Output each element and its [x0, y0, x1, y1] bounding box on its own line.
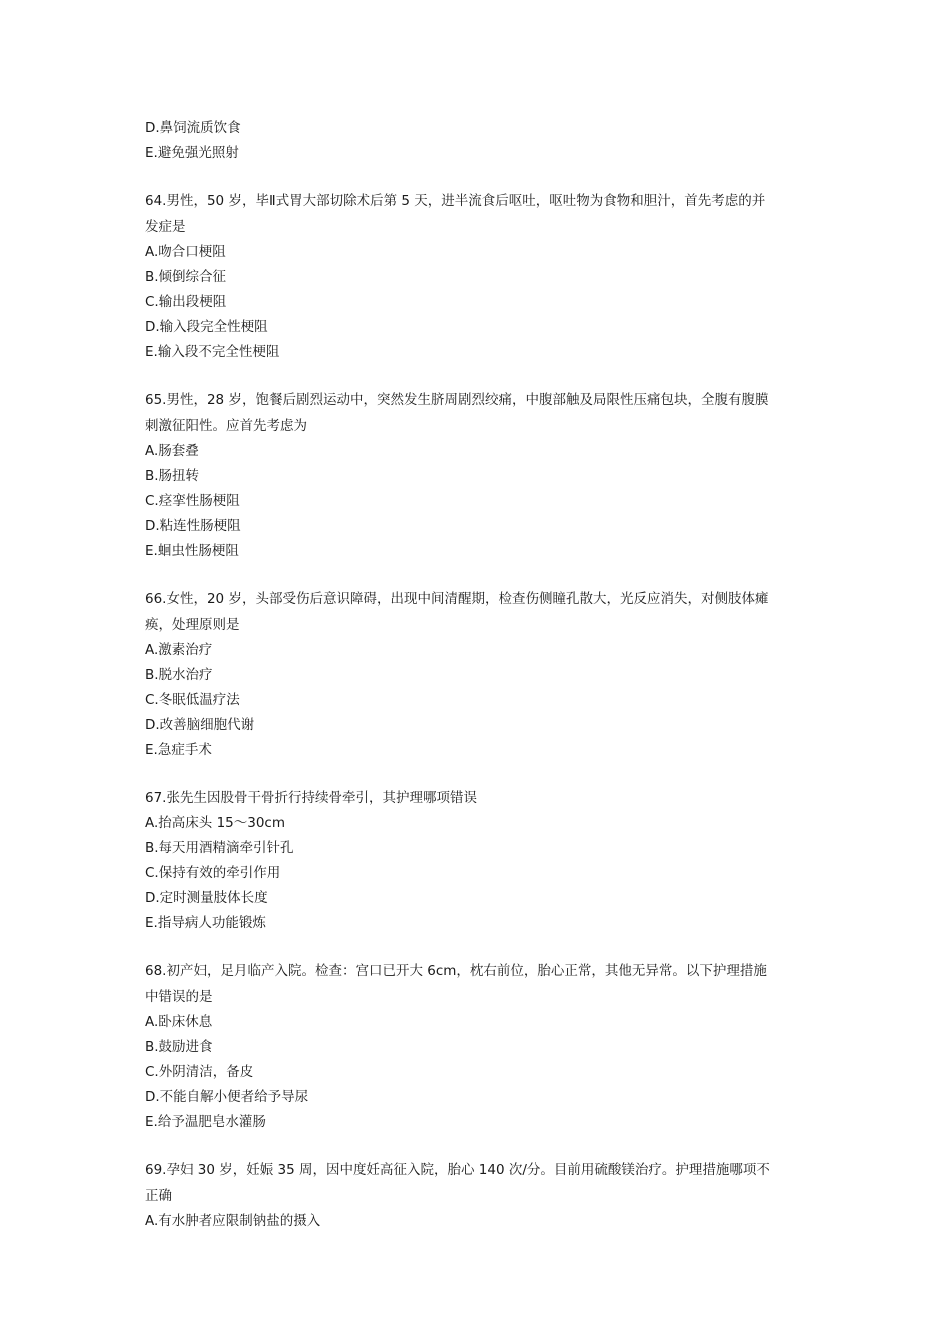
option-line: D.定时测量肢体长度	[145, 890, 268, 906]
option-line: B.脱水治疗	[145, 667, 213, 683]
question-stem: 刺激征阳性。应首先考虑为	[145, 418, 307, 434]
question-stem: 68.初产妇，足月临产入院。检查：宫口已开大 6cm，枕右前位，胎心正常，其他无异常。以下护理措施	[145, 963, 767, 979]
option-line: A.抬高床头 15～30cm	[145, 815, 286, 831]
question-63-tail	[145, 116, 815, 166]
option-line: E.避免强光照射	[145, 145, 239, 161]
question-68	[145, 958, 815, 1135]
question-stem: 发症是	[145, 219, 186, 235]
question-stem: 65.男性，28 岁，饱餐后剧烈运动中，突然发生脐周剧烈绞痛，中腹部触及局限性压痛包块，全腹有腹膜	[145, 392, 769, 408]
option-line: E.输入段不完全性梗阻	[145, 344, 280, 360]
question-stem: 64.男性，50 岁，毕Ⅱ式胃大部切除术后第 5 天，进半流食后呕吐，呕吐物为食物和胆汁，首先考虑的并	[145, 193, 766, 209]
document-page	[145, 116, 815, 1234]
option-line: B.每天用酒精滴牵引针孔	[145, 840, 294, 856]
option-line: A.吻合口梗阻	[145, 244, 226, 260]
question-65	[145, 387, 815, 564]
option-line: A.卧床休息	[145, 1014, 213, 1030]
question-66	[145, 586, 815, 763]
option-line: A.激素治疗	[145, 642, 213, 658]
question-stem: 69.孕妇 30 岁，妊娠 35 周，因中度妊高征入院，胎心 140 次/分。目前用硫酸镁治疗。护理措施哪项不	[145, 1162, 770, 1178]
option-line: A.肠套叠	[145, 443, 199, 459]
option-line: B.鼓励进食	[145, 1039, 213, 1055]
option-line: E.指导病人功能锻炼	[145, 915, 266, 931]
option-line: D.鼻饲流质饮食	[145, 120, 241, 136]
option-line: C.痉挛性肠梗阻	[145, 493, 240, 509]
option-line: B.肠扭转	[145, 468, 200, 484]
question-stem: 正确	[145, 1188, 172, 1204]
question-stem: 67.张先生因股骨干骨折行持续骨牵引，其护理哪项错误	[145, 790, 477, 806]
option-line: C.冬眠低温疗法	[145, 692, 240, 708]
option-line: D.粘连性肠梗阻	[145, 518, 241, 534]
option-line: E.给予温肥皂水灌肠	[145, 1114, 266, 1130]
option-line: C.保持有效的牵引作用	[145, 865, 281, 881]
question-67	[145, 785, 815, 936]
option-line: E.蛔虫性肠梗阻	[145, 543, 239, 559]
option-line: D.改善脑细胞代谢	[145, 717, 255, 733]
option-line: D.输入段完全性梗阻	[145, 319, 268, 335]
option-line: E.急症手术	[145, 742, 212, 758]
option-line: A.有水肿者应限制钠盐的摄入	[145, 1213, 321, 1229]
option-line: B.倾倒综合征	[145, 269, 227, 285]
question-stem: 中错误的是	[145, 989, 213, 1005]
option-line: D.不能自解小便者给予导尿	[145, 1089, 309, 1105]
question-69	[145, 1157, 815, 1234]
question-64	[145, 188, 815, 365]
option-line: C.输出段梗阻	[145, 294, 227, 310]
question-stem: 痪，处理原则是	[145, 617, 240, 633]
question-stem: 66.女性，20 岁，头部受伤后意识障碍，出现中间清醒期，检查伤侧瞳孔散大，光反应消失，对侧肢体瘫	[145, 591, 769, 607]
option-line: C.外阴清洁，备皮	[145, 1064, 254, 1080]
